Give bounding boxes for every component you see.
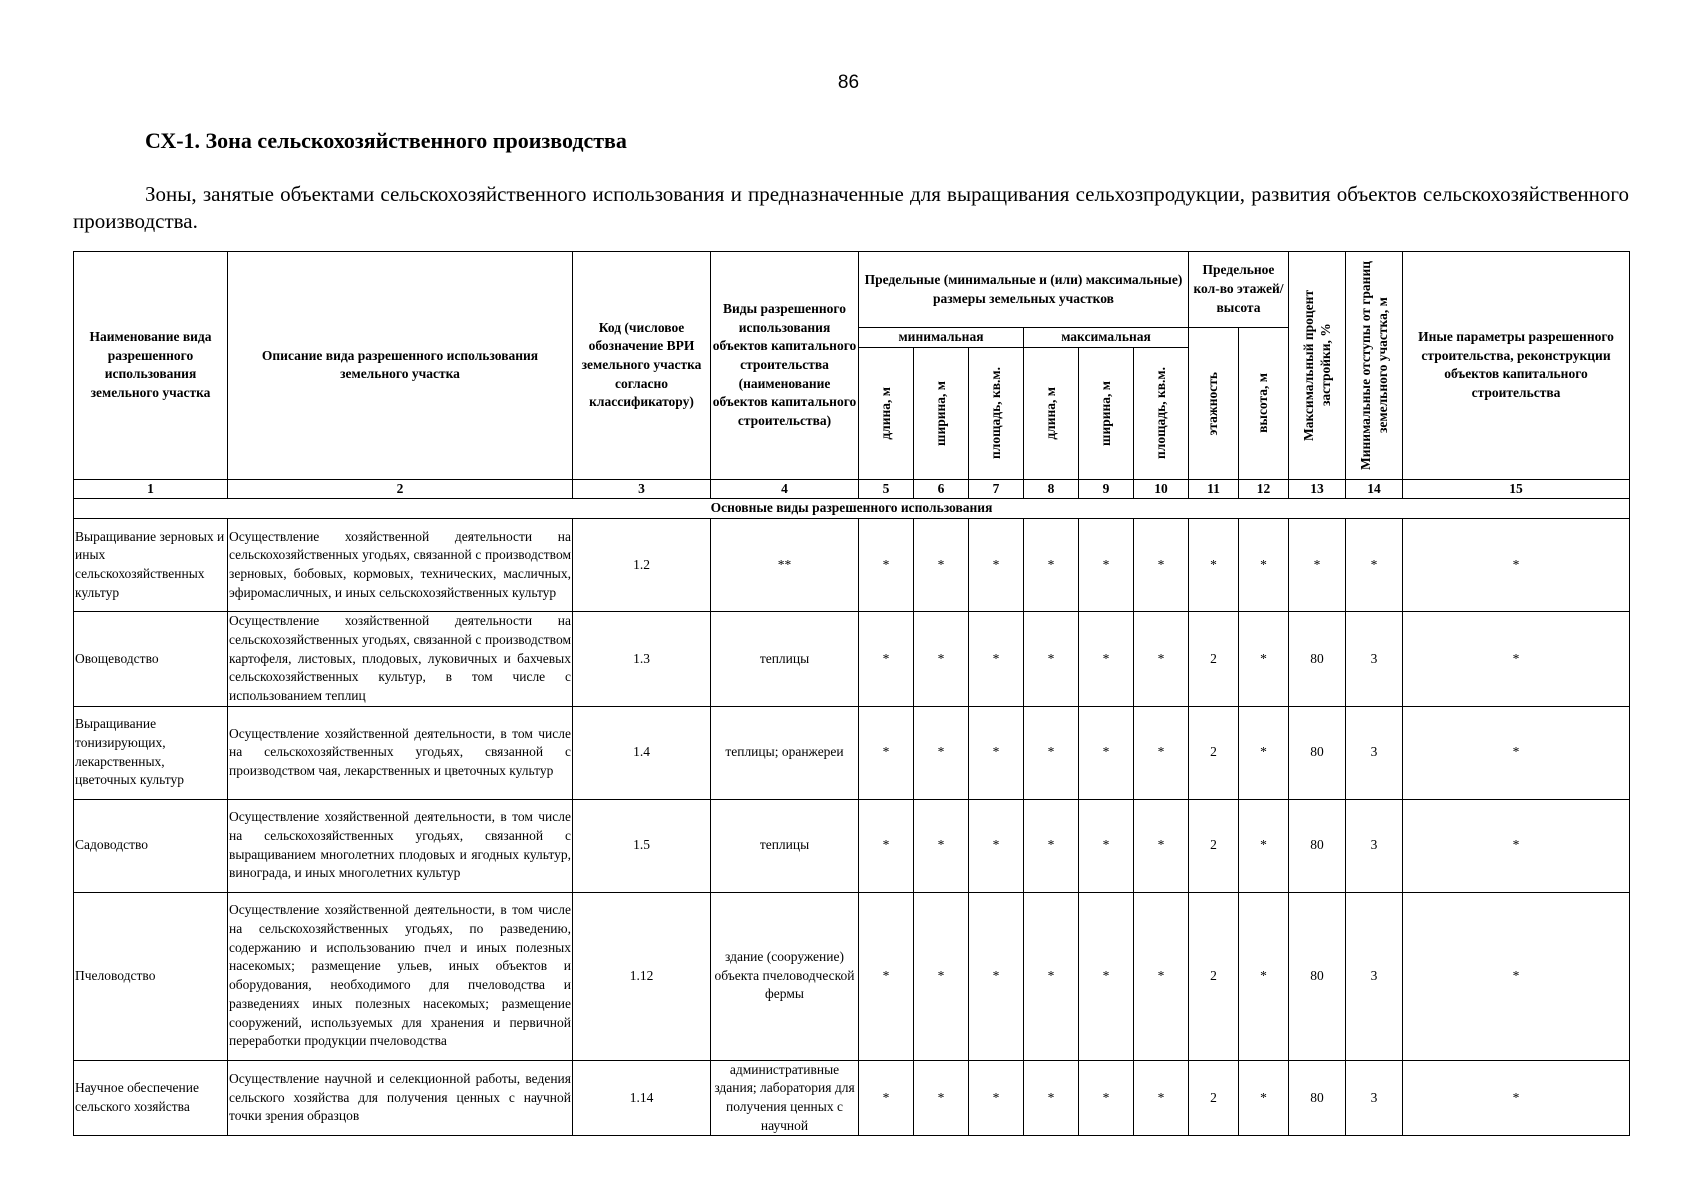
zone-title: СХ-1. Зона сельскохозяйственного производства (145, 128, 627, 153)
row-name: Выращивание зерновых и иных сельскохозяйственных культур (74, 519, 228, 612)
row-value: 80 (1289, 1060, 1346, 1136)
section-title: Основные виды разрешенного использования (74, 499, 1630, 519)
row-description: Осуществление хозяйственной деятельности на сельскохозяйственных угодьях, связанной с производством картофеля, листовых, плодовых, луковичных и бахчевых сельскохозяйственных культур, в том числе с использованием теплиц (228, 612, 573, 707)
row-value: * (1079, 612, 1134, 707)
table-row (74, 1060, 1630, 1136)
row-code: 1.2 (573, 519, 711, 612)
row-code: 1.14 (573, 1060, 711, 1136)
regulations-table (73, 251, 1630, 1136)
row-objects: теплицы (711, 612, 859, 707)
row-value: 3 (1346, 612, 1403, 707)
row-value: * (1403, 706, 1630, 799)
row-value: * (1239, 892, 1289, 1060)
row-value: 2 (1189, 612, 1239, 707)
table-row (74, 519, 1630, 612)
row-value: 80 (1289, 612, 1346, 707)
row-objects: теплицы (711, 799, 859, 892)
row-objects: ** (711, 519, 859, 612)
row-value: * (1134, 706, 1189, 799)
row-code: 1.3 (573, 612, 711, 707)
column-number: 7 (969, 479, 1024, 499)
header-sizes-group: Предельные (минимальные и (или) максимальные) размеры земельных участков (859, 252, 1189, 328)
row-value: * (1403, 519, 1630, 612)
row-value: * (1239, 1060, 1289, 1136)
column-number: 11 (1189, 479, 1239, 499)
row-value: * (1079, 892, 1134, 1060)
row-value: * (1024, 706, 1079, 799)
row-value: * (1403, 892, 1630, 1060)
row-value: * (1289, 519, 1346, 612)
header-min-setback: Минимальные отступы от границ земельного участка, м (1346, 252, 1403, 480)
row-description: Осуществление хозяйственной деятельности, в том числе на сельскохозяйственных угодьях, связанной с выращиванием многолетних плодовых и ягодных культур, винограда, и иных многолетних культур (228, 799, 573, 892)
row-value: * (914, 706, 969, 799)
column-number: 9 (1079, 479, 1134, 499)
row-value: * (1079, 1060, 1134, 1136)
row-value: * (859, 519, 914, 612)
row-value: * (1024, 612, 1079, 707)
row-objects: теплицы; оранжереи (711, 706, 859, 799)
row-value: 2 (1189, 799, 1239, 892)
row-description: Осуществление научной и селекционной работы, ведения сельского хозяйства для получения ценных с научной точки зрения образцов (228, 1060, 573, 1136)
row-value: * (1403, 612, 1630, 707)
row-value: * (1239, 612, 1289, 707)
row-value: * (1134, 799, 1189, 892)
row-name: Садоводство (74, 799, 228, 892)
column-number: 12 (1239, 479, 1289, 499)
row-value: * (1189, 519, 1239, 612)
row-value: * (1403, 1060, 1630, 1136)
header-maximal: максимальная (1024, 328, 1189, 348)
row-value: * (969, 519, 1024, 612)
row-name: Пчеловодство (74, 892, 228, 1060)
header-minimal: минимальная (859, 328, 1024, 348)
header-other-params: Иные параметры разрешенного строительства, реконструкции объектов капитального строительства (1403, 252, 1630, 480)
header-max-length: длина, м (1024, 347, 1079, 479)
row-value: * (1134, 892, 1189, 1060)
table-row (74, 612, 1630, 707)
row-name: Выращивание тонизирующих, лекарственных, цветочных культур (74, 706, 228, 799)
row-value: 2 (1189, 706, 1239, 799)
row-value: * (1134, 612, 1189, 707)
column-number: 15 (1403, 479, 1630, 499)
header-min-area: площадь, кв.м. (969, 347, 1024, 479)
header-floors-group: Предельное кол-во этажей/ высота (1189, 252, 1289, 328)
row-description: Осуществление хозяйственной деятельности, в том числе на сельскохозяйственных угодьях, связанной с производством чая, лекарственных и цветочных культур (228, 706, 573, 799)
row-value: 3 (1346, 892, 1403, 1060)
row-value: 2 (1189, 1060, 1239, 1136)
header-max-percent: Максимальный процент застройки, % (1289, 252, 1346, 480)
column-number: 10 (1134, 479, 1189, 499)
row-value: 3 (1346, 799, 1403, 892)
row-name: Овощеводство (74, 612, 228, 707)
row-value: * (1239, 799, 1289, 892)
row-value: * (1024, 1060, 1079, 1136)
row-code: 1.12 (573, 892, 711, 1060)
column-number: 1 (74, 479, 228, 499)
row-objects: административные здания; лаборатория для получения ценных с научной (711, 1060, 859, 1136)
header-max-width: ширина, м (1079, 347, 1134, 479)
header-max-area: площадь, кв.м. (1134, 347, 1189, 479)
row-value: * (969, 892, 1024, 1060)
table-row (74, 799, 1630, 892)
column-number: 2 (228, 479, 573, 499)
header-capital-objects: Виды разрешенного использования объектов капитального строительства (наименование объектов капитального строительства) (711, 252, 859, 480)
row-value: * (914, 519, 969, 612)
row-value: * (1134, 519, 1189, 612)
row-code: 1.4 (573, 706, 711, 799)
row-value: * (1346, 519, 1403, 612)
row-value: * (859, 1060, 914, 1136)
column-number: 3 (573, 479, 711, 499)
row-value: * (914, 1060, 969, 1136)
row-value: * (859, 799, 914, 892)
column-number-row (74, 479, 1630, 499)
row-value: * (1024, 799, 1079, 892)
row-value: * (914, 892, 969, 1060)
header-min-width: ширина, м (914, 347, 969, 479)
row-name: Научное обеспечение сельского хозяйства (74, 1060, 228, 1136)
row-value: 80 (1289, 892, 1346, 1060)
header-name: Наименование вида разрешенного использования земельного участка (74, 252, 228, 480)
column-number: 4 (711, 479, 859, 499)
row-value: 3 (1346, 1060, 1403, 1136)
row-objects: здание (сооружение) объекта пчеловодческой фермы (711, 892, 859, 1060)
row-value: 3 (1346, 706, 1403, 799)
row-description: Осуществление хозяйственной деятельности, в том числе на сельскохозяйственных угодьях, по разведению, содержанию и использованию пчел и иных полезных насекомых; размещение ульев, иных объектов и оборудования, необходимого для пчеловодства и разведениях иных полезных насекомых; размещение сооружений, используемых для хранения и первичной переработки продукции пчеловодства (228, 892, 573, 1060)
row-value: * (1079, 519, 1134, 612)
header-floors: этажность (1189, 328, 1239, 480)
table-row (74, 706, 1630, 799)
header-height: высота, м (1239, 328, 1289, 480)
header-code: Код (числовое обозначение ВРИ земельного участка согласно классификатору) (573, 252, 711, 480)
row-code: 1.5 (573, 799, 711, 892)
page-number: 86 (837, 72, 860, 93)
row-value: * (859, 612, 914, 707)
column-number: 14 (1346, 479, 1403, 499)
table-row (74, 892, 1630, 1060)
row-value: * (1134, 1060, 1189, 1136)
column-number: 8 (1024, 479, 1079, 499)
row-value: 2 (1189, 892, 1239, 1060)
row-value: * (1024, 892, 1079, 1060)
row-value: * (1239, 706, 1289, 799)
row-value: * (914, 612, 969, 707)
row-value: * (1024, 519, 1079, 612)
row-value: * (969, 612, 1024, 707)
column-number: 5 (859, 479, 914, 499)
row-value: * (1079, 706, 1134, 799)
row-value: * (969, 706, 1024, 799)
row-description: Осуществление хозяйственной деятельности на сельскохозяйственных угодьях, связанной с производством зерновых, бобовых, кормовых, технических, масличных, эфиромасличных, и иных сельскохозяйственных культур (228, 519, 573, 612)
row-value: * (859, 706, 914, 799)
row-value: 80 (1289, 706, 1346, 799)
zone-description: Зоны, занятые объектами сельскохозяйственного использования и предназначенные для выращивания сельхозпродукции, развития объектов сельскохозяйственного производства. (73, 182, 1629, 233)
row-value: * (1239, 519, 1289, 612)
column-number: 6 (914, 479, 969, 499)
header-min-length: длина, м (859, 347, 914, 479)
row-value: * (969, 1060, 1024, 1136)
column-number: 13 (1289, 479, 1346, 499)
row-value: * (914, 799, 969, 892)
row-value: * (859, 892, 914, 1060)
row-value: 80 (1289, 799, 1346, 892)
row-value: * (1403, 799, 1630, 892)
row-value: * (969, 799, 1024, 892)
header-description: Описание вида разрешенного использования земельного участка (228, 252, 573, 480)
row-value: * (1079, 799, 1134, 892)
